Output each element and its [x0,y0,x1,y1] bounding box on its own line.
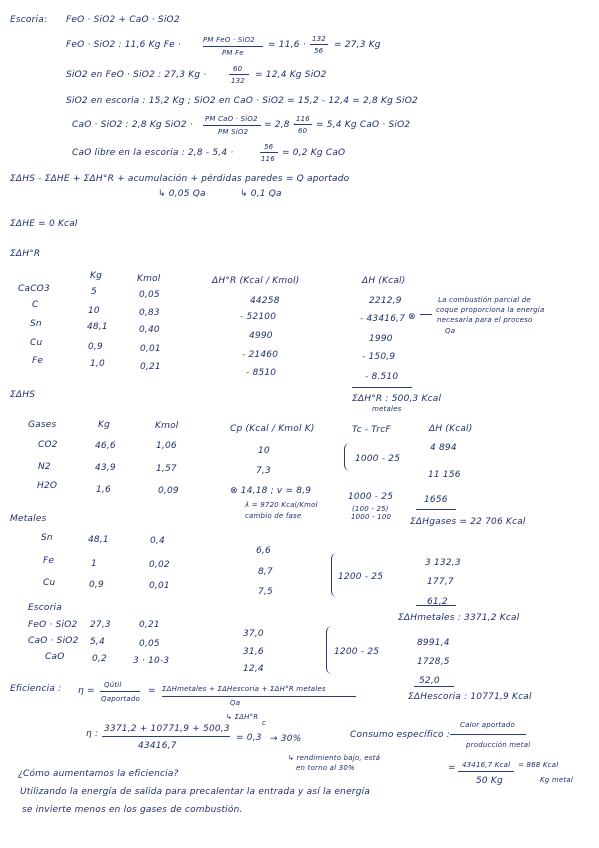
efficiency-den1: Qaportado [101,695,140,703]
col-temp: Tc - TrcF [352,425,391,435]
col-kmol: Kmol [137,274,161,284]
closing-answer-1: Utilizando la energía de salida para precalentar la entrada y así la energía [20,787,371,797]
efficiency-den2: Qa [230,699,241,707]
gases-total: ΣΔHgases = 22 706 Kcal [410,517,526,527]
h2o-temp-sub: (100 - 25) [352,505,389,513]
slag-line-2-fd: 132 [231,77,245,85]
outlet-enthalpy-heading: ΣΔHS [10,390,36,400]
col-kg: Kg [98,420,111,430]
col-dh: ΔH (Kcal) [362,276,406,286]
slag-line-4-den: PM SiO2 [218,128,249,136]
efficiency-note-2: en torno al 30% [296,764,355,772]
slag-heading: Escoria: [10,15,48,25]
consumption-den: producción metal [466,741,531,749]
total-underline [416,509,456,510]
fraction-bar [310,44,328,45]
gas-temp-range: 1000 - 25 [355,454,401,464]
slag-line-4-fn: 116 [296,115,310,123]
efficiency-label: Eficiencia : [10,684,62,694]
fraction-bar [294,124,312,125]
slag-line-4a: CaO · SiO2 : 2,8 Kg SiO2 · [72,120,193,130]
slag-line-1-den: PM Fe [222,49,244,57]
bracket [344,443,351,471]
efficiency-num2: ΣΔHmetales + ΣΔHescoria + ΣΔH°R metales [162,685,326,693]
slag-line-1-num: PM FeO · SiO2 [203,36,255,44]
slag-line-5a: CaO libre en la escoria : 2,8 - 5,4 · [72,148,234,158]
closing-answer-2: se invierte menos en los gases de combustión. [22,805,243,815]
efficiency-eq2: = [148,686,156,696]
col-kg: Kg [90,271,103,281]
consumption-label: Consumo específico : [350,730,450,740]
reaction-total-sub: metales [372,405,402,413]
reaction-enthalpy-heading: ΣΔH°R [10,249,41,259]
slag-line-4-fd: 60 [298,127,308,135]
slag-temp-range: 1200 - 25 [334,647,380,657]
h2o-phase-change: cambio de fase [245,512,302,520]
note-marker: ⊗ [408,312,416,322]
h2o-lambda: λ = 9720 Kcal/Kmol [245,501,318,509]
slag-label: Escoria [28,603,62,613]
fraction-bar [203,46,263,47]
h2o-temp-sub2: 1000 - 100 [351,513,392,521]
fraction-bar [458,771,514,772]
fraction-bar [260,152,278,153]
slag-line-4c: = 5,4 Kg CaO · SiO2 [316,120,411,130]
slag-line-5c: = 0,2 Kg CaO [282,148,346,158]
efficiency-calc-percent: → 30% [270,734,302,744]
slag-line-3: SiO2 en escoria : 15,2 Kg ; SiO2 en CaO · SiO2 = 15,2 - 12,4 = 2,8 Kg SiO2 [66,96,418,106]
efficiency-calc-result: = 0,3 [236,733,262,743]
efficiency-sub: ↳ ΣΔH°R [226,713,259,721]
energy-balance-equation: ΣΔHS - ΣΔHE + ΣΔH°R + acumulación + pérdidas paredes = Q aportado [10,174,350,184]
slag-line-1a: FeO · SiO2 : 11,6 Kg Fe · [66,40,181,50]
col-cp: Cp (Kcal / Kmol K) [230,424,315,434]
consumption-eq: = [448,763,456,773]
combustion-note-1: La combustión parcial de [438,296,531,304]
slag-line-4b: = 2,8 · [264,120,296,130]
efficiency-sub-c: c [262,719,267,727]
reaction-total: ΣΔH°R : 500,3 Kcal [352,394,442,404]
consumption-unit: Kg metal [540,776,573,784]
slag-line-1b: = 11,6 · [268,40,306,50]
slag-line-2c: = 12,4 Kg SiO2 [255,70,327,80]
efficiency-calc-den: 43416,7 [138,741,177,751]
efficiency-calc-num: 3371,2 + 10771,9 + 500,3 [104,724,230,734]
metals-temp-range: 1200 - 25 [338,572,384,582]
slag-line-1c: = 27,3 Kg [334,40,381,50]
slag-line-1-fd: 56 [314,47,324,55]
note-arrow [420,314,432,315]
slag-line-5-fd: 116 [261,155,275,163]
consumption-num2: 43416,7 Kcal [462,761,511,769]
col-dhr: ΔH°R (Kcal / Kmol) [212,276,300,286]
col-dh: ΔH (Kcal) [429,424,473,434]
metals-label: Metales [10,514,47,524]
combustion-note-4: Qa [445,327,456,335]
slag-line-2-fn: 60 [233,65,243,73]
combustion-note-3: necesaria para el proceso [437,316,533,324]
fraction-bar [100,691,140,692]
enthalpy-in: ΣΔHE = 0 Kcal [10,219,78,229]
bracket [331,553,338,597]
bracket [326,626,333,674]
losses-note-1: ↳ 0,05 Qa [158,189,206,199]
efficiency-note-1: ↳ rendimiento bajo, está [288,754,381,762]
slag-line-5-fn: 56 [264,143,274,151]
fraction-bar [450,734,526,735]
col-kmol: Kmol [155,421,179,431]
closing-question: ¿Cómo aumentamos la eficiencia? [18,769,179,779]
combustion-note-2: coque proporciona la energía [436,306,545,314]
fraction-bar [229,74,249,75]
total-underline [416,605,456,606]
metals-total: ΣΔHmetales : 3371,2 Kcal [398,613,520,623]
eta-symbol: η = [78,686,95,696]
fraction-bar [102,736,230,737]
slag-line-2a: SiO2 en FeO · SiO2 : 27,3 Kg · [66,70,207,80]
efficiency-num1: Qútil [104,681,122,689]
fraction-bar [162,696,356,697]
slag-line-1-fn: 132 [312,35,326,43]
consumption-num: Calor aportado [460,721,515,729]
h2o-temp-range: 1000 - 25 [348,492,394,502]
slag-composition: FeO · SiO2 + CaO · SiO2 [66,15,180,25]
consumption-result: = 868 Kcal [518,761,559,769]
slag-total: ΣΔHescoria : 10771,9 Kcal [408,692,532,702]
efficiency-calc-eta: η : [86,729,99,739]
slag-line-4-num: PM CaO · SiO2 [205,115,258,123]
fraction-bar [203,125,261,126]
total-underline [414,686,454,687]
gases-label: Gases [28,420,57,430]
total-underline [352,387,412,388]
consumption-den2: 50 Kg [476,776,503,786]
losses-note-2: ↳ 0,1 Qa [240,189,282,199]
